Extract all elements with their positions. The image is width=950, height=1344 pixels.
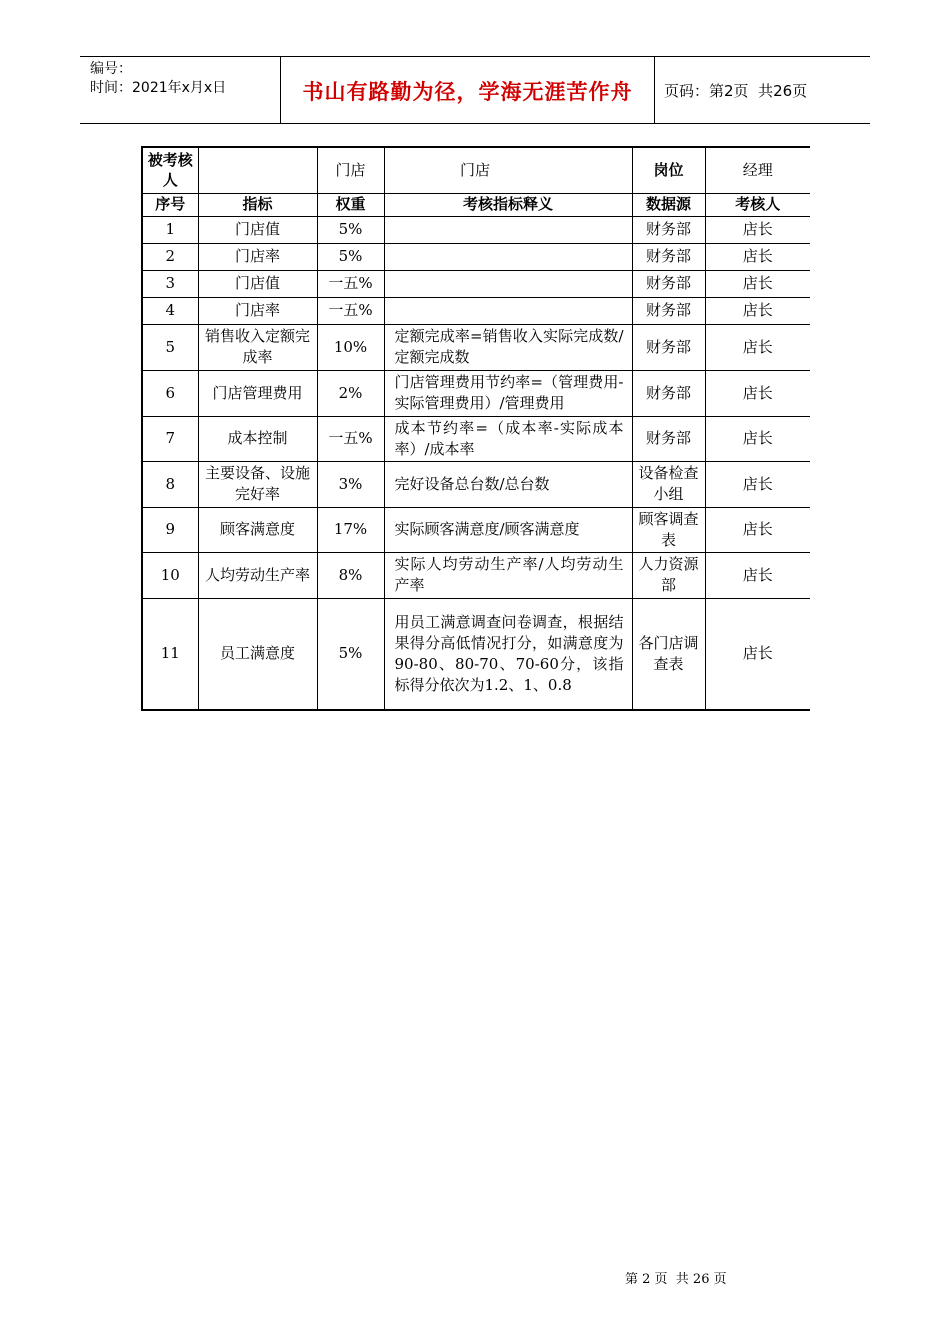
indicator-cell: 门店值 bbox=[198, 270, 317, 297]
document-number-label: 编号： bbox=[90, 61, 132, 77]
assessor-cell: 店长 bbox=[705, 416, 810, 461]
table-row bbox=[142, 297, 810, 324]
description-cell bbox=[384, 297, 632, 324]
description-cell: 完好设备总台数/总台数 bbox=[384, 461, 632, 507]
assessee-name-cell bbox=[198, 147, 317, 193]
table-row bbox=[142, 243, 810, 270]
table-header-row bbox=[142, 193, 810, 216]
weight-cell: 一五% bbox=[317, 416, 384, 461]
data-source-cell: 财务部 bbox=[632, 216, 705, 243]
description-cell: 实际人均劳动生产率/人均劳动生产率 bbox=[384, 552, 632, 598]
row-number-cell: 1 bbox=[142, 216, 198, 243]
assessor-cell: 店长 bbox=[705, 243, 810, 270]
table-row bbox=[142, 552, 810, 598]
data-source-cell: 人力资源部 bbox=[632, 552, 705, 598]
assessee-label-cell: 被考核人 bbox=[142, 147, 198, 193]
indicator-cell: 主要设备、设施完好率 bbox=[198, 461, 317, 507]
row-number-cell: 9 bbox=[142, 507, 198, 552]
page-header bbox=[80, 56, 870, 124]
column-header: 考核人 bbox=[705, 193, 810, 216]
assessor-cell: 店长 bbox=[705, 552, 810, 598]
header-divider bbox=[654, 57, 655, 124]
table-top-row bbox=[142, 147, 810, 193]
position-label-cell: 岗位 bbox=[632, 147, 705, 193]
column-header: 权重 bbox=[317, 193, 384, 216]
table-row bbox=[142, 416, 810, 461]
data-source-cell: 财务部 bbox=[632, 297, 705, 324]
weight-cell: 10% bbox=[317, 324, 384, 370]
description-cell bbox=[384, 216, 632, 243]
column-header: 指标 bbox=[198, 193, 317, 216]
table-row bbox=[142, 270, 810, 297]
data-source-cell: 财务部 bbox=[632, 243, 705, 270]
page-footer bbox=[625, 1268, 727, 1287]
assessor-cell: 店长 bbox=[705, 461, 810, 507]
table-row bbox=[142, 461, 810, 507]
table-row bbox=[142, 598, 810, 710]
assessor-cell: 店长 bbox=[705, 270, 810, 297]
header-motto: 书山有路勤为径，学海无涯苦作舟 bbox=[302, 79, 633, 104]
weight-cell: 5% bbox=[317, 243, 384, 270]
table-row bbox=[142, 324, 810, 370]
data-source-cell: 财务部 bbox=[632, 370, 705, 416]
indicator-cell: 员工满意度 bbox=[198, 598, 317, 710]
indicator-cell: 人均劳动生产率 bbox=[198, 552, 317, 598]
assessor-cell: 店长 bbox=[705, 216, 810, 243]
description-cell: 定额完成率=销售收入实际完成数/定额完成数 bbox=[384, 324, 632, 370]
document-date-label: 时间：2021年x月x日 bbox=[90, 80, 227, 96]
table-row bbox=[142, 507, 810, 552]
weight-cell: 5% bbox=[317, 216, 384, 243]
weight-cell: 2% bbox=[317, 370, 384, 416]
table-row bbox=[142, 216, 810, 243]
weight-cell: 一五% bbox=[317, 297, 384, 324]
header-page-number bbox=[664, 57, 807, 124]
top-cell-store-1: 门店 bbox=[317, 147, 384, 193]
weight-cell: 3% bbox=[317, 461, 384, 507]
footer-page-number: 第 2 页 共 26 页 bbox=[625, 1272, 727, 1287]
description-cell: 实际顾客满意度/顾客满意度 bbox=[384, 507, 632, 552]
assessor-cell: 店长 bbox=[705, 370, 810, 416]
data-source-cell: 各门店调查表 bbox=[632, 598, 705, 710]
row-number-cell: 7 bbox=[142, 416, 198, 461]
description-cell bbox=[384, 270, 632, 297]
indicator-cell: 销售收入定额完成率 bbox=[198, 324, 317, 370]
row-number-cell: 4 bbox=[142, 297, 198, 324]
assessor-cell: 店长 bbox=[705, 324, 810, 370]
data-source-cell: 财务部 bbox=[632, 270, 705, 297]
weight-cell: 5% bbox=[317, 598, 384, 710]
assessment-table bbox=[141, 146, 810, 711]
row-number-cell: 11 bbox=[142, 598, 198, 710]
column-header: 序号 bbox=[142, 193, 198, 216]
data-source-cell: 顾客调查表 bbox=[632, 507, 705, 552]
assessor-cell: 店长 bbox=[705, 507, 810, 552]
data-source-cell: 财务部 bbox=[632, 324, 705, 370]
row-number-cell: 5 bbox=[142, 324, 198, 370]
description-cell: 门店管理费用节约率=（管理费用-实际管理费用）/管理费用 bbox=[384, 370, 632, 416]
row-number-cell: 8 bbox=[142, 461, 198, 507]
description-cell: 用员工满意调查问卷调查，根据结果得分高低情况打分，如满意度为90-80、80-70、70-60分，该指标得分依次为1.2、1、0.8 bbox=[384, 598, 632, 710]
data-source-cell: 财务部 bbox=[632, 416, 705, 461]
column-header: 考核指标释义 bbox=[384, 193, 632, 216]
column-header: 数据源 bbox=[632, 193, 705, 216]
indicator-cell: 门店管理费用 bbox=[198, 370, 317, 416]
header-meta bbox=[90, 60, 280, 98]
description-cell bbox=[384, 243, 632, 270]
table-row bbox=[142, 370, 810, 416]
weight-cell: 8% bbox=[317, 552, 384, 598]
row-number-cell: 6 bbox=[142, 370, 198, 416]
header-page-label: 页码：第2页 共26页 bbox=[664, 82, 808, 100]
weight-cell: 17% bbox=[317, 507, 384, 552]
assessor-cell: 店长 bbox=[705, 598, 810, 710]
row-number-cell: 2 bbox=[142, 243, 198, 270]
position-value-cell: 经理 bbox=[705, 147, 810, 193]
indicator-cell: 成本控制 bbox=[198, 416, 317, 461]
assessor-cell: 店长 bbox=[705, 297, 810, 324]
top-cell-store-2: 门店 bbox=[384, 147, 632, 193]
data-source-cell: 设备检查小组 bbox=[632, 461, 705, 507]
indicator-cell: 顾客满意度 bbox=[198, 507, 317, 552]
row-number-cell: 3 bbox=[142, 270, 198, 297]
description-cell: 成本节约率=（成本率-实际成本率）/成本率 bbox=[384, 416, 632, 461]
row-number-cell: 10 bbox=[142, 552, 198, 598]
weight-cell: 一五% bbox=[317, 270, 384, 297]
indicator-cell: 门店率 bbox=[198, 297, 317, 324]
indicator-cell: 门店值 bbox=[198, 216, 317, 243]
indicator-cell: 门店率 bbox=[198, 243, 317, 270]
